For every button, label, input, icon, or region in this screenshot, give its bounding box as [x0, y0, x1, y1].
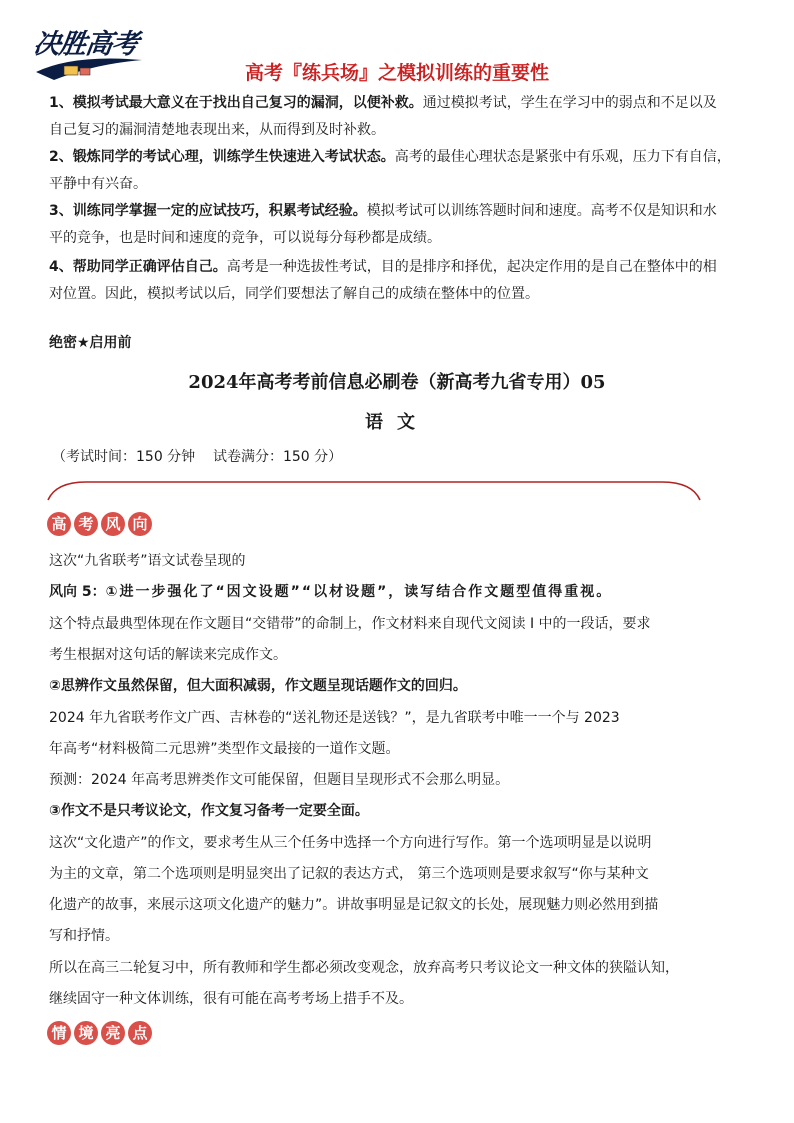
trend-point-3: [49, 801, 369, 821]
paragraph-line: 写和抒情。: [49, 928, 119, 944]
paragraph-line: 年高考“材料极简二元思辨”类型作文最接的一道作文题。: [49, 741, 400, 757]
badge-char: 高: [47, 512, 71, 536]
badge-char: 亮: [101, 1021, 125, 1045]
badge-char: 点: [128, 1021, 152, 1045]
subject-title: 语文: [365, 412, 429, 433]
importance-text-2a: 高考的最佳心理状态是紧张中有乐观，压力下有自信，: [394, 149, 731, 165]
section-badge-trend: [47, 512, 152, 536]
paragraph-line: 这次“文化遗产”的作文，要求考生从三个任务中选择一个方向进行写作。第一个选项明显是以说明: [49, 835, 652, 851]
importance-item-3: [49, 198, 749, 252]
importance-text-1a: 通过模拟考试，学生在学习中的弱点和不足以及: [422, 95, 717, 111]
importance-text-4a: 高考是一种选拔性考试，目的是排序和择优，起决定作用的是自己在整体中的相: [226, 259, 717, 275]
importance-item-2: [49, 144, 749, 198]
importance-point-1: 1、模拟考试最大意义在于找出自己复习的漏洞，以便补救。: [49, 95, 423, 111]
badge-char: 情: [47, 1021, 71, 1045]
importance-point-2: 2、锻炼同学的考试心理，训练学生快速进入考试状态。: [49, 149, 395, 165]
badge-char: 向: [128, 512, 152, 536]
paragraph-line: 继续固守一种文体训练，很有可能在高考考场上措手不及。: [49, 991, 413, 1007]
trend-point-2-text: ②思辨作文虽然保留，但大面积减弱，作文题呈现话题作文的回归。: [49, 678, 467, 694]
exam-info: （考试时间：150 分钟 试卷满分：150 分）: [52, 449, 343, 465]
importance-text-3b: 平的竞争，也是时间和速度的竞争，可以说每分每秒都是成绩。: [49, 230, 441, 246]
paragraph-line: 所以在高三二轮复习中，所有教师和学生都必须改变观念，放弃高考只考议论文一种文体的狭隘认知，: [49, 960, 679, 976]
paragraph-line: 为主的文章，第二个选项则是明显突出了记叙的表达方式， 第三个选项则是要求叙写“你与某种文: [49, 866, 649, 882]
badge-char: 考: [74, 512, 98, 536]
prediction-text: 预测：2024 年高考思辨类作文可能保留，但题目呈现形式不会那么明显。: [49, 772, 510, 788]
importance-point-4: 4、帮助同学正确评估自己。: [49, 259, 227, 275]
secret-label: 绝密★启用前: [49, 335, 132, 351]
decorative-arc: [46, 478, 702, 502]
trend-point-2: [49, 676, 467, 696]
badge-char: 境: [74, 1021, 98, 1045]
importance-point-3: 3、训练同学掌握一定的应试技巧，积累考试经验。: [49, 203, 367, 219]
paragraph-line: 化遗产的故事，来展示这项文化遗产的魅力”。讲故事明显是记叙文的长处，展现魅力则必然用到描: [49, 897, 659, 913]
paragraph-line: 考生根据对这句话的解读来完成作文。: [49, 647, 287, 663]
importance-item-4: [49, 254, 749, 308]
importance-text-2b: 平静中有兴奋。: [49, 176, 147, 192]
paragraph-line: 这个特点最典型体现在作文题目“交错带”的命制上，作文材料来自现代文阅读 I 中的一段话，要求: [49, 616, 651, 632]
exam-title: 2024年高考考前信息必刷卷（新高考九省专用）05: [188, 372, 606, 393]
importance-text-4b: 对位置。因此，模拟考试以后，同学们要想法了解自己的成绩在整体中的位置。: [49, 286, 539, 302]
trend-point-3-text: ③作文不是只考议论文，作文复习备考一定要全面。: [49, 803, 369, 819]
logo-text: 决胜高考: [31, 29, 140, 60]
section-badge-highlights: [47, 1021, 152, 1045]
intro-text: 这次“九省联考”语文试卷呈现的: [49, 553, 246, 569]
document-title: 高考『练兵场』之模拟训练的重要性: [244, 62, 549, 84]
importance-text-1b: 自己复习的漏洞清楚地表现出来，从而得到及时补救。: [49, 122, 385, 138]
importance-text-3a: 模拟考试可以训练答题时间和速度。高考不仅是知识和水: [366, 203, 717, 219]
trend-point-1: ①进一步强化了“因文设题”“以材设题”，读写结合作文题型值得重视。: [105, 584, 613, 600]
importance-item-1: [49, 90, 749, 144]
badge-char: 风: [101, 512, 125, 536]
trend-heading: [49, 582, 612, 602]
paragraph-line: 2024 年九省联考作文广西、吉林卷的“送礼物还是送钱？”，是九省联考中唯一一个与 2023: [49, 710, 620, 726]
trend-label: 风向 5：: [49, 584, 106, 600]
